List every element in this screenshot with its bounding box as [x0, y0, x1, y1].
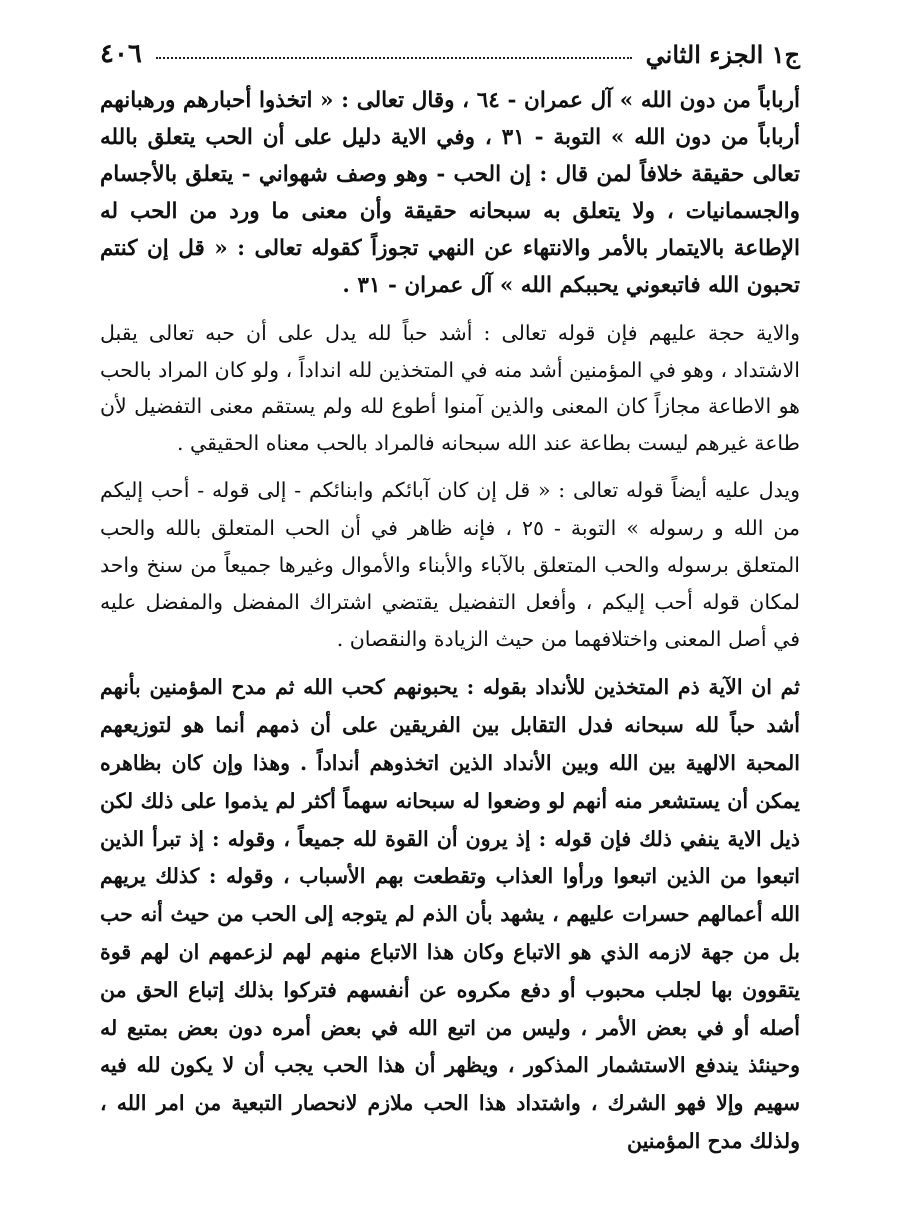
page-number: ٤٠٦ — [100, 39, 142, 69]
page-header — [100, 34, 800, 74]
paragraph-4: ثم ان الآية ذم المتخذين للأنداد بقوله : يحبونهم كحب الله ثم مدح المؤمنين بأنهم أشد حباً لله سبحانه فدل التقابل بين الفريقين على أن ذمهم أنما هو لتوزيعهم المحبة الالهية بين الله وبين الأنداد الذين اتخذوهم أنداداً . وهذا وإن كان بظاهره يمكن أن يستشعر منه أنهم لو وضعوا له سبحانه سهماً أكثر لم يذموا على ذلك لكن ذيل الاية ينفي ذلك فإن قوله : إذ يرون أن القوة لله جميعاً ، وقوله : إذ تبرأ الذين اتبعوا من الذين اتبعوا ورأوا العذاب وتقطعت بهم الأسباب ، وقوله : كذلك يريهم الله أعمالهم حسرات عليهم ، يشهد بأن الذم لم يتوجه إلى الحب من حيث أنه حب بل من جهة لازمه الذي هو الاتباع وكان هذا الاتباع منهم لهم لزعمهم ان لهم قوة يتقوون بها لجلب محبوب أو دفع مكروه عن أنفسهم فتركوا بذلك إتباع الحق من أصله أو في بعض الأمر ، وليس من اتبع الله في بعض أمره دون بعض بمتبع له وحينئذ يندفع الاستشمار المذكور ، ويظهر أن هذا الحب يجب أن لا يكون لله فيه سهيم وإلا فهو الشرك ، واشتداد هذا الحب ملازم لانحصار التبعية من امر الله ، ولذلك مدح المؤمنين — [100, 675, 800, 1153]
paragraph-1: أرباباً من دون الله » آل عمران - ٦٤ ، وقال تعالى : « اتخذوا أحبارهم ورهبانهم أرباباً من دون الله » التوبة - ٣١ ، وفي الاية دليل على أن الحب يتعلق بالله تعالى حقيقة خلافاً لمن قال : إن الحب - وهو وصف شهواني - يتعلق بالأجسام والجسمانيات ، ولا يتعلق به سبحانه حقيقة وأن معنى ما ورد من الحب له الإطاعة بالايتمار بالأمر والانتهاء عن النهي تجوزاً كقوله تعالى : « قل إن كنتم تحبون الله فاتبعوني يحببكم الله » آل عمران - ٣١ . — [100, 88, 801, 298]
running-title: ج١ الجزء الثاني — [645, 39, 800, 69]
page-body — [100, 82, 800, 1161]
paragraph-3: ويدل عليه أيضاً قوله تعالى : « قل إن كان آبائكم وابنائكم - إلى قوله - أحب إليكم من الله و رسوله » التوبة - ٢٥ ، فإنه ظاهر في أن الحب المتعلق بالله والحب المتعلق برسوله والحب المتعلق بالآباء والأبناء والأموال وغيرها جميعاً من سنخ واحد لمكان قوله أحب إليكم ، وأفعل التفضيل يقتضي اشتراك المفضل والمفضل عليه في أصل المعنى واختلافهما من حيث الزيادة والنقصان . — [100, 478, 801, 652]
header-dotted-rule — [156, 57, 632, 59]
paragraph-2: والاية حجة عليهم فإن قوله تعالى : أشد حباً لله يدل على أن حبه تعالى يقبل الاشتداد ، وهو في المؤمنين أشد منه في المتخذين لله انداداً ، ولو كان المراد بالحب هو الاطاعة مجازاً كان المعنى والذين آمنوا أطوع لله ولم يستقم معنى التفضيل لأن طاعة غيرهم ليست بطاعة عند الله سبحانه فالمراد بالحب معناه الحقيقي . — [100, 321, 800, 455]
